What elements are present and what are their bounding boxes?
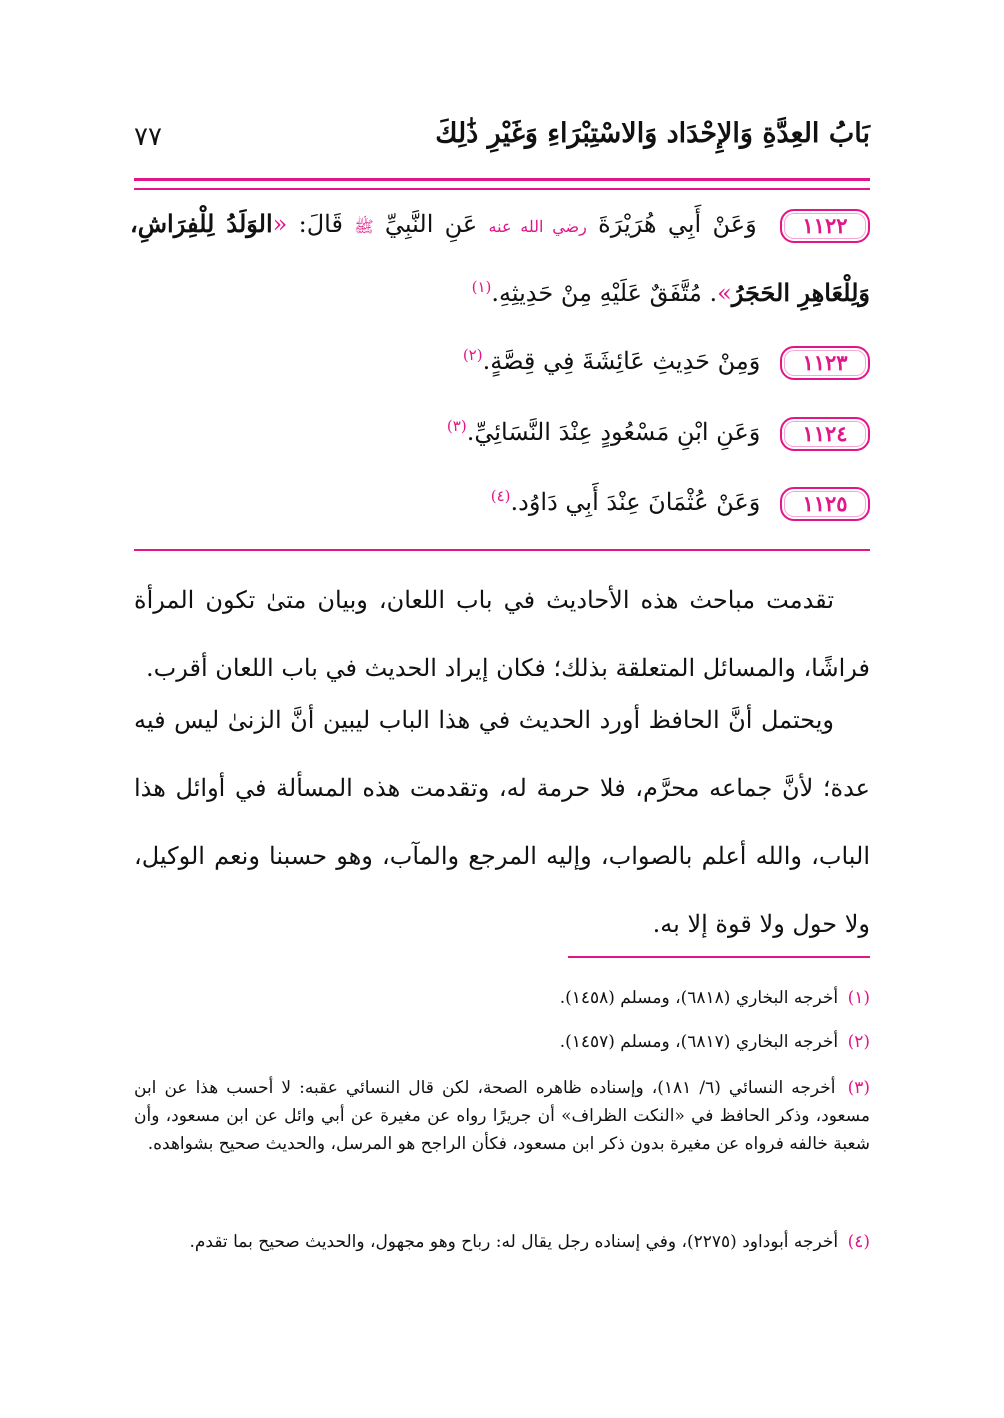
footnote-ref[interactable]: (٣)	[446, 417, 467, 435]
footnote-number: (٣)	[847, 1078, 870, 1098]
hadith-text: عَنِ النَّبِيِّ	[384, 210, 478, 238]
hadith-1125	[130, 466, 870, 532]
hadith-quoted-text: الوَلَدُ لِلْفِرَاشِ، وَلِلْعَاهِرِ الحَجَرُ	[130, 209, 870, 307]
quote-mark-close: »	[717, 279, 732, 307]
header-rule-bottom	[134, 188, 870, 190]
chapter-title: بَابُ العِدَّةِ وَالإِحْدَاد وَالاسْتِبْرَاءِ وَغَيْرِ ذَٰلِكَ	[435, 118, 870, 149]
hadith-text: قَالَ:	[298, 210, 343, 238]
hadith-text: وَعَنِ ابْنِ مَسْعُودٍ عِنْدَ النَّسَائِيِّ.	[466, 418, 761, 446]
footnote-divider	[568, 956, 870, 958]
footnote-number: (٤)	[847, 1232, 870, 1252]
salawat-glyph: ﷺ	[354, 217, 374, 236]
footnote-text: أخرجه أبوداود (٢٢٧٥)، وفي إسناده رجل يقال له: رباح وهو مجهول، والحديث صحيح بما تقدم.	[189, 1232, 839, 1252]
section-divider	[134, 549, 870, 551]
hadith-number-badge: ١١٢٤	[780, 417, 870, 451]
footnote-number: (١)	[847, 988, 870, 1008]
hadith-1124	[130, 396, 870, 462]
hadith-1123	[130, 325, 870, 391]
footnote-2	[134, 1028, 870, 1056]
hadith-text: وَعَنْ أَبِي هُرَيْرَةَ	[598, 210, 757, 238]
hadith-number-badge: ١١٢٥	[780, 487, 870, 521]
header-rule-top	[134, 178, 870, 181]
hadith-text: . مُتَّفَقٌ عَلَيْهِ مِنْ حَدِيثِهِ.	[491, 279, 718, 307]
hadith-text: وَعَنْ عُثْمَانَ عِنْدَ أَبِي دَاوُد.	[510, 488, 761, 516]
footnote-number: (٢)	[847, 1032, 870, 1052]
footnote-ref[interactable]: (٢)	[462, 346, 483, 364]
hadith-1122	[130, 194, 870, 323]
hadith-text: وَمِنْ حَدِيثِ عَائِشَةَ فِي قِصَّةٍ.	[482, 347, 761, 375]
footnote-text: أخرجه النسائي (٦/ ١٨١)، وإسناده ظاهره الصحة، لكن قال النسائي عقبه: لا أحسب هذا عن ابن مسعود، وذكر الحافظ في «النكت الظراف» أن جريرًا رواه عن مغيرة عن أبي وائل عن ابن مسعود، وأن شعبة خالفه فرواه عن مغيرة بدون ذكر ابن مسعود، فكأن الراجح هو المرسل، والحديث صحيح بشواهده.	[134, 1078, 870, 1154]
footnote-text: أخرجه البخاري (٦٨١٧)، ومسلم (١٤٥٧).	[559, 1032, 839, 1052]
commentary-paragraph: تقدمت مباحث هذه الأحاديث في باب اللعان، وبيان متىٰ تكون المرأة فراشًا، والمسائل المتعلقة بذلك؛ فكان إيراد الحديث في باب اللعان أقرب.	[134, 586, 870, 682]
footnote-1	[134, 984, 870, 1012]
footnote-4	[134, 1228, 870, 1256]
honorific-glyph: رضي الله عنه	[488, 217, 587, 236]
hadith-number-badge: ١١٢٢	[780, 209, 870, 243]
footnote-ref[interactable]: (٤)	[490, 487, 511, 505]
page-number: ٧٧	[134, 122, 162, 152]
footnote-text: أخرجه البخاري (٦٨١٨)، ومسلم (١٤٥٨).	[559, 988, 839, 1008]
quote-mark-open: «	[272, 210, 288, 238]
commentary-paragraph: ويحتمل أنَّ الحافظ أورد الحديث في هذا الباب ليبين أنَّ الزنىٰ ليس فيه عدة؛ لأنَّ جماعه محرَّم، فلا حرمة له، وتقدمت هذه المسألة في أوائل هذا الباب، والله أعلم بالصواب، وإليه المرجع والمآب، وهو حسبنا ونعم الوكيل، ولا حول ولا قوة إلا به.	[134, 706, 870, 938]
footnote-ref[interactable]: (١)	[471, 278, 492, 296]
footnote-3	[134, 1074, 870, 1158]
hadith-number-badge: ١١٢٣	[780, 346, 870, 380]
